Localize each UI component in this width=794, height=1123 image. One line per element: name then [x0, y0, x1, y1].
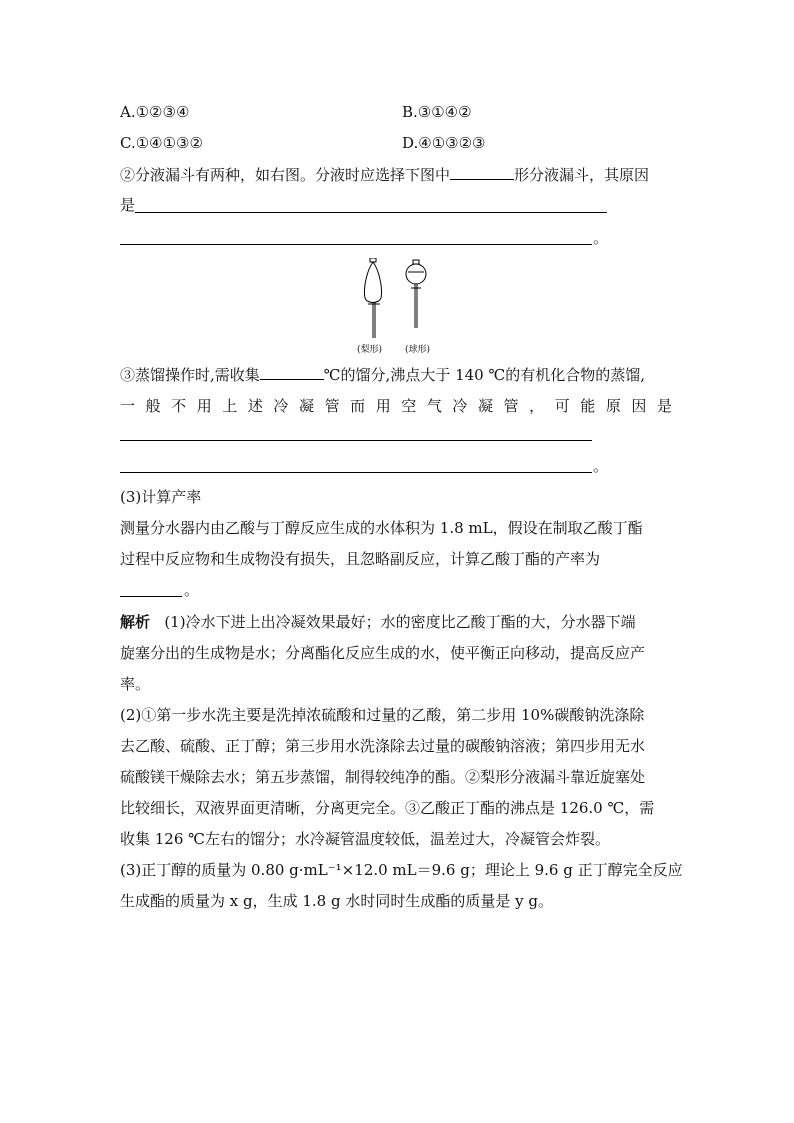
part3-line2: 过程中反应物和生成物没有损失，且忽略副反应，计算乙酸丁酯的产率为 — [120, 550, 601, 568]
answer-line-reason-1[interactable] — [135, 212, 607, 213]
q3-line1 — [120, 364, 645, 385]
analysis-label: 解析 — [120, 613, 151, 631]
option-b: B.③①④② — [402, 103, 472, 121]
pear-funnel-icon — [364, 258, 381, 338]
answer-blank-temperature[interactable] — [260, 364, 324, 380]
analysis-p3-line1: (3)正丁醇的质量为 0.80 g·mL⁻¹×12.0 mL＝9.6 g；理论上 9.6 g 正丁醇完全反应 — [120, 861, 683, 879]
q2-line1 — [120, 164, 649, 185]
q2-line2-text: 是 — [120, 196, 136, 214]
q3-end-mark: 。 — [593, 457, 609, 475]
answer-line-cause-2[interactable] — [120, 472, 592, 473]
part3-heading: (3)计算产率 — [120, 488, 202, 506]
analysis-p2-line1: (2)①第一步水洗主要是洗掉浓硫酸和过量的乙酸，第二步用 10%碳酸钠洗涤除 — [120, 706, 645, 724]
q2-line2 — [120, 195, 135, 215]
answer-blank-shape[interactable] — [450, 164, 514, 180]
option-d: D.④①③②③ — [402, 134, 486, 152]
q2-end-mark: 。 — [593, 229, 609, 247]
sphere-funnel-caption: (球形) — [405, 345, 431, 355]
analysis-p1-line1 — [120, 612, 636, 632]
funnel-figure — [355, 258, 445, 358]
option-a: A.①②③④ — [120, 103, 190, 121]
sphere-funnel-icon — [406, 260, 426, 328]
analysis-p1-line3: 率。 — [120, 675, 151, 693]
analysis-p2-line3: 硫酸镁干燥除去水；第五步蒸馏，制得较纯净的酯。②梨形分液漏斗靠近旋塞处 — [120, 768, 646, 786]
analysis-p1-line1-text: (1)冷水下进上出冷凝效果最好；水的密度比乙酸丁酯的大，分水器下端 — [164, 613, 636, 631]
analysis-p2-line5: 收集 126 ℃左右的馏分；水冷凝管温度较低，温差过大，冷凝管会炸裂。 — [120, 830, 610, 848]
pear-funnel-caption: (梨形) — [357, 345, 383, 355]
part3-line1: 测量分水器内由乙酸与丁醇反应生成的水体积为 1.8 mL，假设在制取乙酸丁酯 — [120, 519, 643, 537]
q3-line1-text: ③蒸馏操作时,需收集 — [120, 366, 260, 384]
answer-line-reason-2[interactable] — [120, 244, 592, 245]
answer-line-cause-1[interactable] — [120, 440, 592, 441]
analysis-p1-line2: 旋塞分出的生成物是水；分离酯化反应生成的水，使平衡正向移动，提高反应产 — [120, 644, 646, 662]
option-c: C.①④①③② — [120, 134, 203, 152]
q2-line1-text-post: 形分液漏斗，其原因 — [514, 166, 650, 184]
analysis-p2-line4: 比较细长，双液界面更清晰，分离更完全。③乙酸正丁酯的沸点是 126.0 ℃，需 — [120, 799, 655, 817]
q2-line1-text: ②分液漏斗有两种，如右图。分液时应选择下图中 — [120, 166, 451, 184]
analysis-p3-line2: 生成酯的质量为 x g，生成 1.8 g 水时同时生成酯的质量是 y g。 — [120, 892, 553, 910]
q3-line2: 一般不用上述冷凝管而用空气冷凝管，可能原因是 — [120, 397, 672, 415]
answer-blank-yield[interactable] — [120, 596, 182, 597]
analysis-p2-line2: 去乙酸、硫酸、正丁醇；第三步用水洗涤除去过量的碳酸钠溶液；第四步用无水 — [120, 737, 646, 755]
q3-line1-text-post: ℃的馏分,沸点大于 140 ℃的有机化合物的蒸馏, — [323, 366, 646, 384]
part3-end-mark: 。 — [184, 581, 200, 599]
